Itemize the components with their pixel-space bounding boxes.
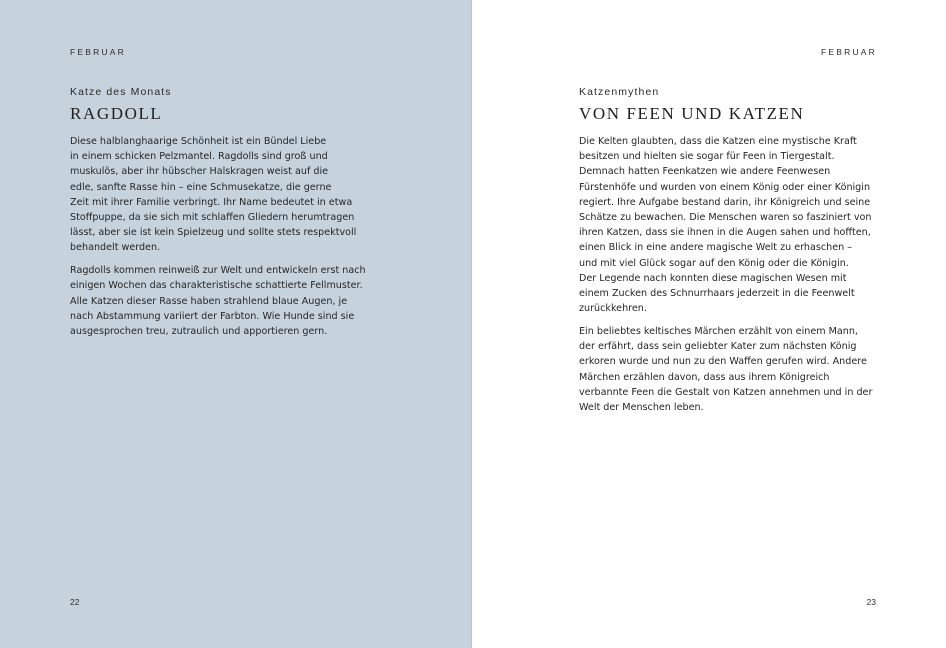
text-line: ihren Katzen, dass sie ihnen in die Augen sahen und hofften, — [579, 227, 871, 239]
text-line: Schätze zu bewachen. Die Menschen waren so fasziniert von — [579, 212, 872, 224]
text-line: muskulös, aber ihr hübscher Halskragen weist auf die — [70, 166, 329, 178]
paragraph — [70, 134, 380, 256]
paragraph — [579, 134, 889, 316]
running-head: FEBRUAR — [820, 47, 877, 57]
left-page — [0, 0, 471, 648]
paragraph — [70, 263, 380, 339]
paragraph — [579, 324, 889, 415]
section-kicker: Katze des Monats — [70, 86, 172, 98]
text-line: edle, sanfte Rasse hin – eine Schmusekatze, die gerne — [70, 181, 332, 193]
text-line: einen Blick in eine andere magische Welt zu erhaschen – — [579, 242, 853, 254]
text-line: der erfährt, dass sein geliebter Kater zum nächsten König — [579, 341, 857, 353]
text-line: Ragdolls kommen reinweiß zur Welt und entwickeln erst nach — [70, 265, 366, 277]
text-line: Demnach hatten Feenkatzen wie andere Feenwesen — [579, 166, 831, 178]
text-line: behandelt werden. — [70, 242, 161, 254]
text-line: lässt, aber sie ist kein Spielzeug und sollte stets respektvoll — [70, 227, 357, 239]
text-line: Märchen erzählen davon, dass aus ihrem Königreich — [579, 371, 830, 383]
text-line: besitzen und hielten sie sogar für Feen in Tiergestalt. — [579, 151, 835, 163]
running-head: FEBRUAR — [70, 47, 127, 57]
text-line: in einem schicken Pelzmantel. Ragdolls sind groß und — [70, 151, 328, 163]
text-line: Die Kelten glaubten, dass die Katzen eine mystische Kraft — [579, 136, 857, 147]
page-title: RAGDOLL — [70, 104, 163, 123]
text-line: Alle Katzen dieser Rasse haben strahlend blaue Augen, je — [70, 295, 348, 307]
text-line: Welt der Menschen leben. — [579, 401, 704, 413]
text-line: verbannte Feen die Gestalt von Katzen annehmen und in der — [579, 386, 873, 398]
text-line: zurückkehren. — [579, 303, 647, 315]
page-number: 23 — [866, 597, 876, 607]
right-page — [471, 0, 946, 648]
text-line: Fürstenhöfe und wurden von einem König oder einer Königin — [579, 181, 871, 193]
text-line: nach Abstammung variiert der Farbton. Wie Hunde sind sie — [70, 310, 355, 322]
text-line: Der Legende nach konnten diese magischen Wesen mit — [579, 272, 847, 284]
text-line: einem Zucken des Schnurrhaars jederzeit in die Feenwelt — [579, 288, 855, 300]
text-line: ausgesprochen treu, zutraulich und apportieren gern. — [70, 325, 328, 337]
text-line: regiert. Ihre Aufgabe bestand darin, ihr Königreich und seine — [579, 196, 871, 208]
section-kicker: Katzenmythen — [579, 86, 660, 98]
text-line: Diese halblanghaarige Schönheit ist ein Bündel Liebe — [70, 136, 327, 147]
page-title: VON FEEN UND KATZEN — [579, 104, 805, 123]
text-line: Stoffpuppe, da sie sich mit schlaffen Gliedern herumtragen — [70, 212, 355, 224]
page-number: 22 — [70, 597, 80, 607]
body-text — [579, 134, 889, 423]
text-line: erkoren wurde und nun zu den Waffen gerufen wird. Andere — [579, 356, 867, 368]
text-line: einigen Wochen das charakteristische schattierte Fellmuster. — [70, 280, 363, 292]
text-line: und mit viel Glück sogar auf den König oder die Königin. — [579, 257, 849, 269]
body-text — [70, 134, 380, 347]
text-line: Zeit mit ihrer Familie verbringt. Ihr Name bedeutet in etwa — [70, 196, 353, 208]
text-line: Ein beliebtes keltisches Märchen erzählt von einem Mann, — [579, 325, 858, 337]
